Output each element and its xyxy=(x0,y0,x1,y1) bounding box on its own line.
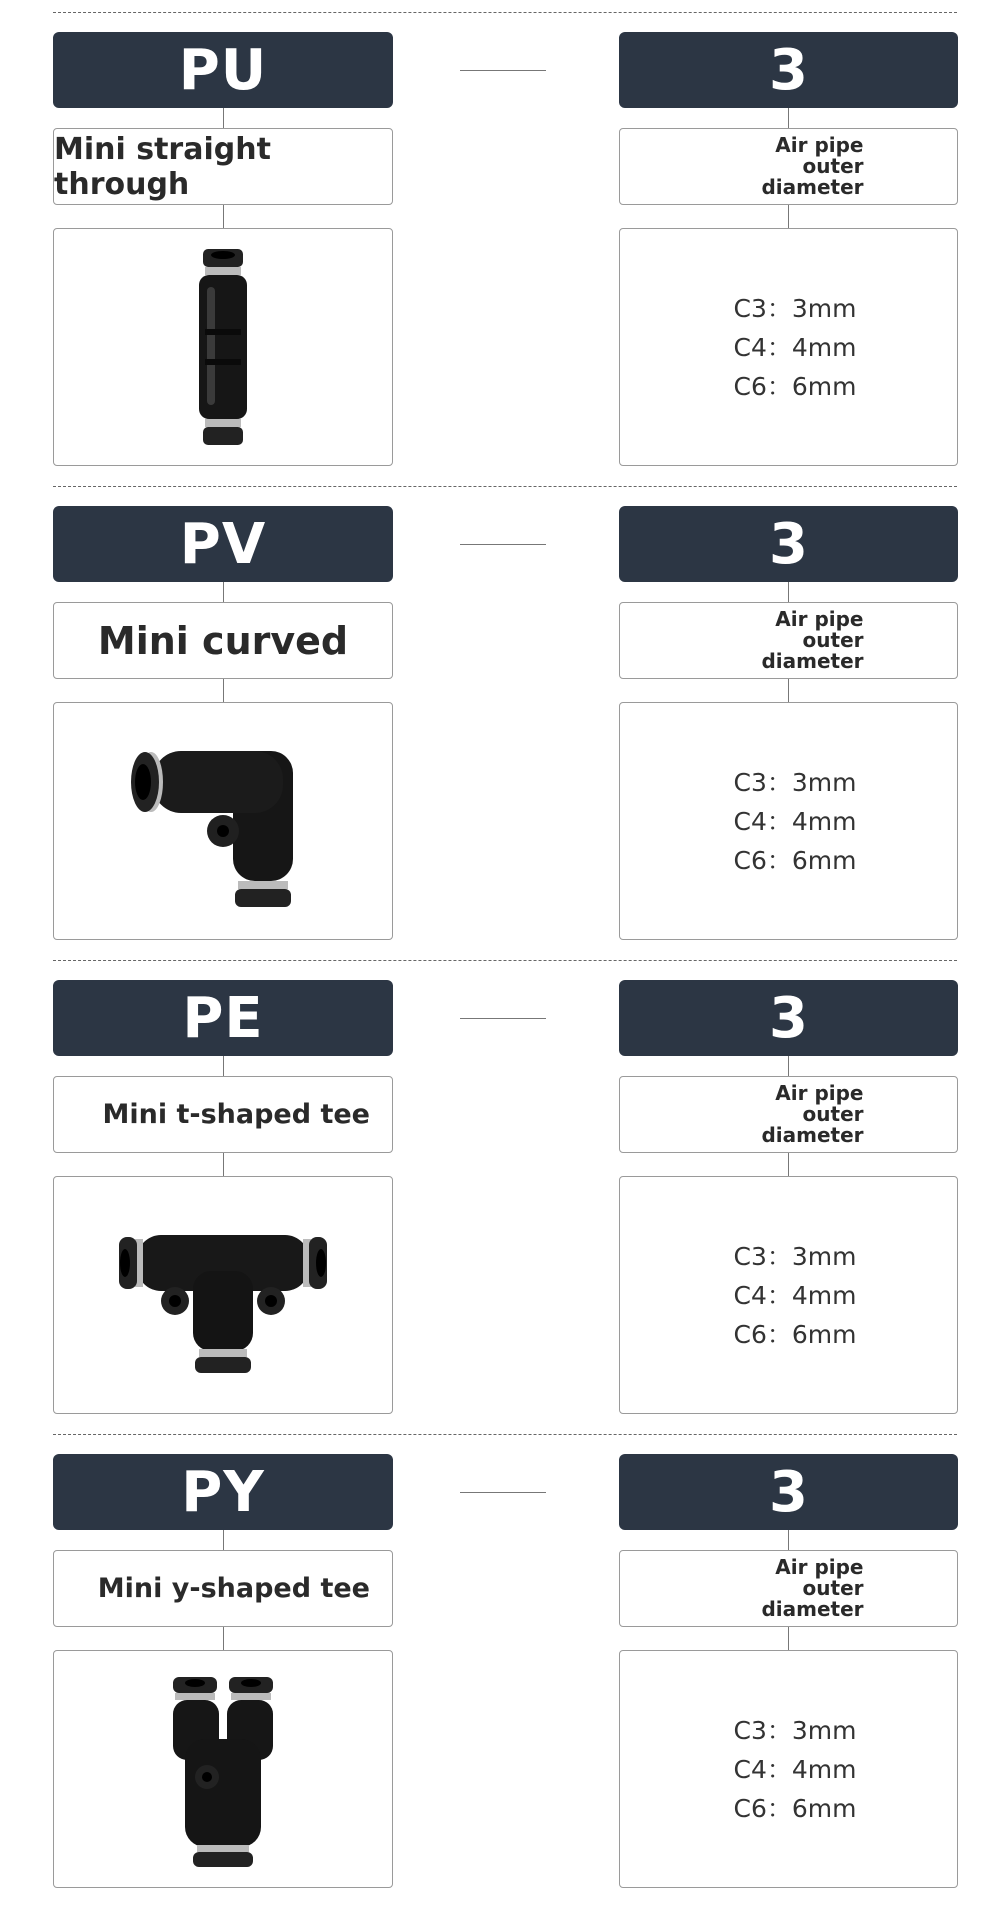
product-name: Mini curved xyxy=(97,618,349,663)
model-code-header: PE xyxy=(53,980,393,1056)
connector-line xyxy=(460,544,546,545)
spec-item: C4：4mm xyxy=(733,806,857,836)
parameter-label-box xyxy=(619,1550,958,1627)
product-name-box xyxy=(53,1076,393,1153)
tee-fitting-icon xyxy=(113,1215,333,1375)
model-code-header: PU xyxy=(53,32,393,108)
parameter-label-box xyxy=(619,602,958,679)
product-name: Mini y-shaped tee xyxy=(97,1573,370,1604)
connector-line xyxy=(223,108,224,128)
product-name-box xyxy=(53,1550,393,1627)
parameter-label-line1: Air pipe outer xyxy=(775,607,864,652)
product-name: Mini straight through xyxy=(54,131,271,202)
connector-line xyxy=(460,1492,546,1493)
product-section-pv xyxy=(0,474,1008,948)
spec-item: C6：6mm xyxy=(733,1793,857,1823)
connector-line xyxy=(788,1627,789,1650)
connector-line xyxy=(223,1153,224,1176)
connector-line xyxy=(460,70,546,71)
spec-item: C3：3mm xyxy=(733,1715,857,1745)
product-image-box xyxy=(53,228,393,466)
product-image-box xyxy=(53,702,393,940)
parameter-label-line1: Air pipe outer xyxy=(775,1081,864,1126)
connector-line xyxy=(788,582,789,602)
spec-list-box xyxy=(619,228,958,466)
product-image-box xyxy=(53,1650,393,1888)
parameter-label-line2: diameter xyxy=(761,175,864,199)
section-divider xyxy=(53,12,957,13)
spec-list-box xyxy=(619,1650,958,1888)
product-section-pu xyxy=(0,0,1008,474)
model-code-header: PV xyxy=(53,506,393,582)
spec-item: C4：4mm xyxy=(733,1280,857,1310)
parameter-label-line1: Air pipe outer xyxy=(775,1555,864,1600)
connector-line xyxy=(223,582,224,602)
spec-list-box xyxy=(619,702,958,940)
connector-line xyxy=(788,679,789,702)
spec-list-box xyxy=(619,1176,958,1414)
spec-item: C3：3mm xyxy=(733,293,857,323)
spec-item: C4：4mm xyxy=(733,332,857,362)
product-name-box xyxy=(53,128,393,205)
parameter-label-line2: diameter xyxy=(761,1123,864,1147)
connector-line xyxy=(788,1530,789,1550)
product-section-pe xyxy=(0,948,1008,1422)
parameter-label-box xyxy=(619,128,958,205)
connector-line xyxy=(223,1530,224,1550)
y-fitting-icon xyxy=(163,1669,283,1869)
product-name: Mini t-shaped tee xyxy=(102,1099,370,1130)
connector-line xyxy=(788,1056,789,1076)
section-divider xyxy=(53,1434,957,1435)
model-code-header: PY xyxy=(53,1454,393,1530)
connector-line xyxy=(788,205,789,228)
straight-union-fitting-icon xyxy=(183,247,263,447)
product-section-py xyxy=(0,1422,1008,1896)
spec-item: C3：3mm xyxy=(733,767,857,797)
parameter-label-line2: diameter xyxy=(761,1597,864,1621)
connector-line xyxy=(223,1627,224,1650)
connector-line xyxy=(223,1056,224,1076)
product-name-box xyxy=(53,602,393,679)
elbow-fitting-icon xyxy=(123,731,323,911)
spec-item: C6：6mm xyxy=(733,371,857,401)
connector-line xyxy=(460,1018,546,1019)
size-header: 3 xyxy=(619,32,958,108)
parameter-label-line1: Air pipe outer xyxy=(775,133,864,178)
product-image-box xyxy=(53,1176,393,1414)
size-header: 3 xyxy=(619,506,958,582)
parameter-label-line2: diameter xyxy=(761,649,864,673)
connector-line xyxy=(788,108,789,128)
connector-line xyxy=(788,1153,789,1176)
spec-item: C4：4mm xyxy=(733,1754,857,1784)
spec-item: C6：6mm xyxy=(733,1319,857,1349)
section-divider xyxy=(53,486,957,487)
connector-line xyxy=(223,205,224,228)
section-divider xyxy=(53,960,957,961)
size-header: 3 xyxy=(619,980,958,1056)
spec-item: C6：6mm xyxy=(733,845,857,875)
parameter-label-box xyxy=(619,1076,958,1153)
connector-line xyxy=(223,679,224,702)
spec-item: C3：3mm xyxy=(733,1241,857,1271)
size-header: 3 xyxy=(619,1454,958,1530)
